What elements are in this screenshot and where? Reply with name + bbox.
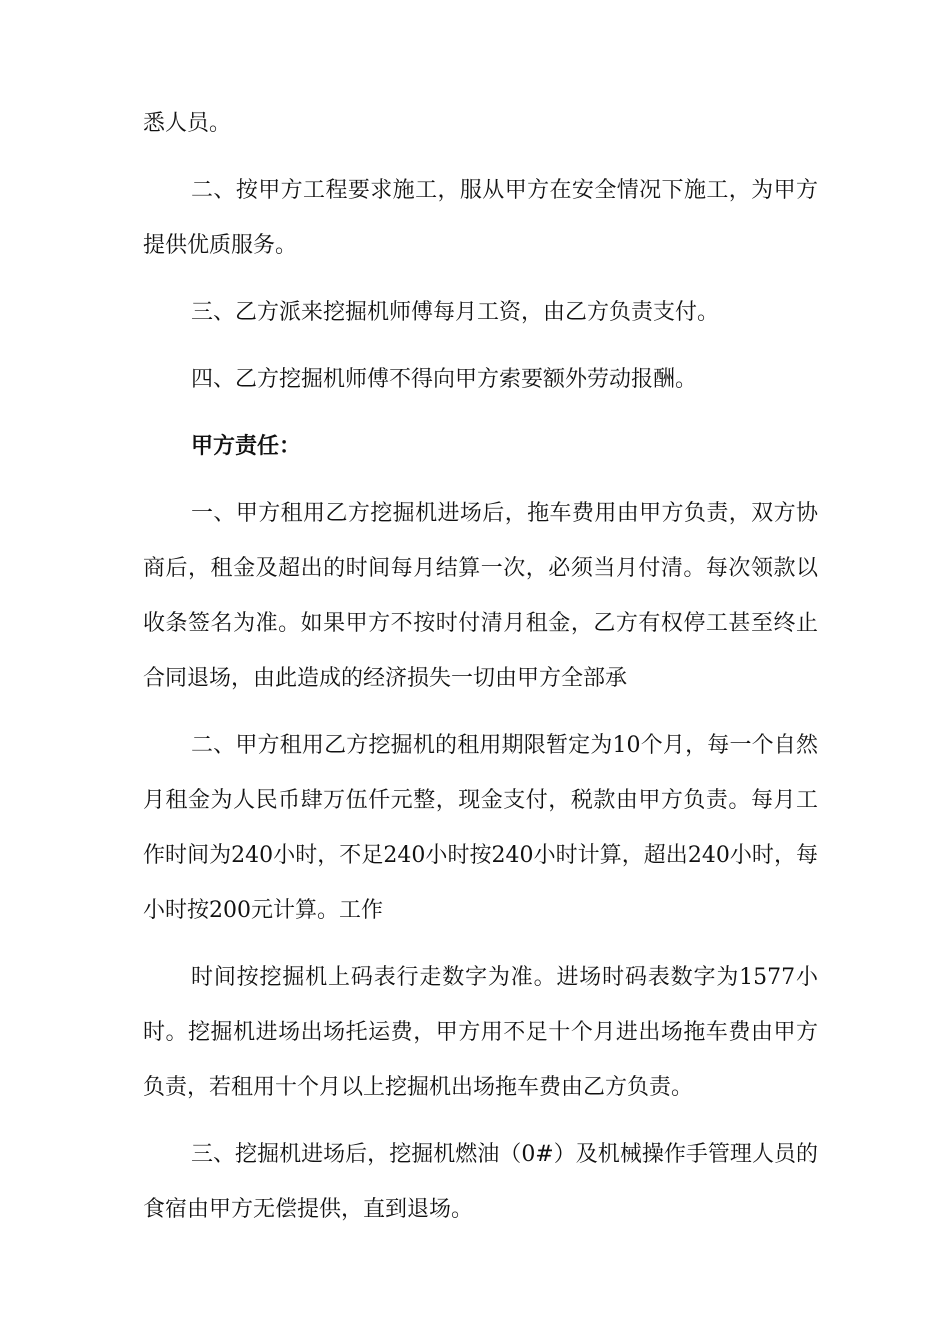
paragraph-continuation: 悉人员。 <box>143 111 232 136</box>
paragraph-party-a-2-cont: 时间按挖掘机上码表行走数字为准。进场时码表数字为1577小时。挖掘机进场出场托运费，甲方用不足十个月进出场拖车费由甲方负责，若租用十个月以上挖掘机出场拖车费由乙方负责。 <box>143 965 818 1100</box>
paragraph-clause-2: 二、按甲方工程要求施工，服从甲方在安全情况下施工，为甲方提供优质服务。 <box>143 178 818 258</box>
paragraph-party-a-1: 一、甲方租用乙方挖掘机进场后，拖车费用由甲方负责，双方协商后，租金及超出的时间每月结算一次，必须当月付清。每次领款以收条签名为准。如果甲方不按时付清月租金，乙方有权停工甚至终止合同退场，由此造成的经济损失一切由甲方全部承 <box>143 501 818 691</box>
paragraph-party-a-3: 三、挖掘机进场后，挖掘机燃油（0#）及机械操作手管理人员的食宿由甲方无偿提供，直到退场。 <box>143 1142 818 1222</box>
document-page <box>143 96 818 1249</box>
paragraph-clause-3: 三、乙方派来挖掘机师傅每月工资，由乙方负责支付。 <box>191 300 720 325</box>
paragraph-clause-4: 四、乙方挖掘机师傅不得向甲方索要额外劳动报酬。 <box>191 367 698 392</box>
section-heading-party-a: 甲方责任： <box>191 433 302 459</box>
paragraph-party-a-2: 二、甲方租用乙方挖掘机的租用期限暂定为10个月，每一个自然月租金为人民币肆万伍仟元整，现金支付，税款由甲方负责。每月工作时间为240小时，不足240小时按240小时计算，超出240小时，每小时按200元计算。工作 <box>143 733 818 923</box>
